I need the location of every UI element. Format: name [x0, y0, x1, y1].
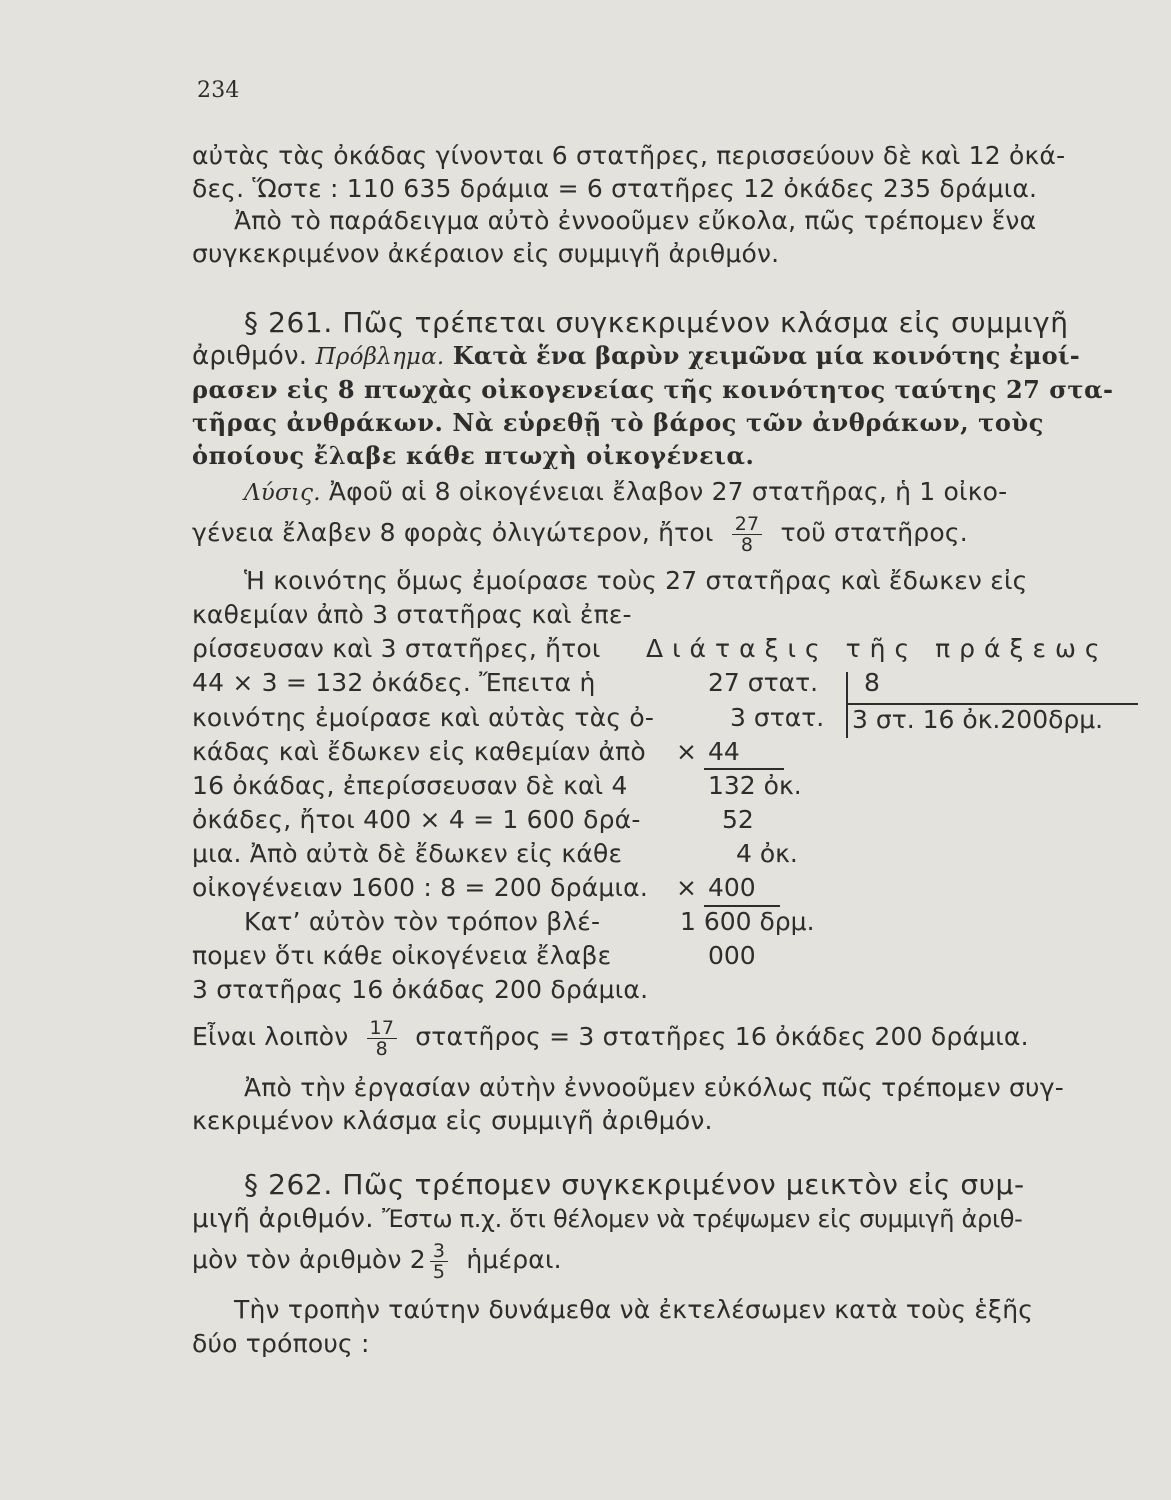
intro-line: συγκεκριμένον ἀκέραιον εἰς συμμιγῆ ἀριθμόν.: [192, 239, 780, 268]
section-262-text: Ἔστω π.χ. ὅτι θέλομεν νὰ τρέψωμεν εἰς συμμιγῆ ἀριθ-: [382, 1205, 1023, 1233]
solution-text: τοῦ στατῆρος.: [780, 518, 968, 547]
calc-remainder: 3 στατ.: [730, 703, 825, 732]
body-line: ὀκάδες, ἤτοι 400 × 4 = 1 600 δρά-: [192, 805, 641, 834]
conclusion-text: στατῆρος = 3 στατῆρες 16 ὀκάδες 200 δράμια.: [415, 1022, 1029, 1051]
intro-line: αὐτὰς τὰς ὀκάδας γίνονται 6 στατῆρες, περισσεύουν δὲ καὶ 12 ὀκά-: [192, 141, 1066, 170]
problem-text: ρασεν εἰς 8 πτωχὰς οἰκογενείας τῆς κοινότητος ταύτης 27 στα-: [192, 375, 1114, 404]
fraction-17-8: [367, 1018, 398, 1059]
section-261-heading: § 261. Πῶς τρέπεται συγκεκριμένον κλάσμα εἰς συμμιγῆ: [244, 306, 1069, 339]
calc-subtotal: 52: [722, 805, 754, 834]
body-line: κοινότης ἐμοίρασε καὶ αὐτὰς τὰς ὀ-: [192, 703, 655, 732]
solution-text: Ἀφοῦ αἱ 8 οἰκογένειαι ἔλαβον 27 στατῆρας, ἡ 1 οἰκο-: [328, 477, 1008, 506]
problem-label: Πρόβλημα.: [315, 344, 445, 370]
solution-label: Λύσις.: [244, 480, 321, 506]
body-line: μια. Ἀπὸ αὐτὰ δὲ ἔδωκεν εἰς κάθε: [192, 839, 623, 868]
calc-remainder: 4 ὀκ.: [736, 839, 798, 868]
fraction-denominator: 8: [375, 1037, 388, 1060]
calc-title: Διάταξις τῆς πράξεως: [646, 634, 1109, 663]
section-262-heading-cont: [192, 1204, 1023, 1234]
section-262-text: μὸν τὸν ἀριθμὸν 2: [192, 1245, 426, 1274]
fraction-denominator: 8: [740, 533, 754, 556]
heading-word: ἀριθμόν.: [192, 341, 308, 371]
calc-remainder: 000: [708, 941, 756, 970]
heading-word: μιγῆ ἀριθμόν.: [192, 1204, 374, 1234]
closing-line: Ἀπὸ τὴν ἐργασίαν αὐτὴν ἐννοοῦμεν εὐκόλως πῶς τρέπομεν συγ-: [244, 1073, 1064, 1102]
body-line: κάδας καὶ ἔδωκεν εἰς καθεμίαν ἀπὸ: [192, 737, 646, 766]
solution-line: [244, 477, 1007, 508]
body-line: Κατ’ αὐτὸν τὸν τρόπον βλέ-: [244, 907, 601, 936]
section-262-heading: § 262. Πῶς τρέπομεν συγκεκριμένον μεικτὸν εἰς συμ-: [244, 1168, 1025, 1201]
body-line: Ἡ κοινότης ὅμως ἐμοίρασε τοὺς 27 στατῆρας καὶ ἔδωκεν εἰς: [244, 566, 1028, 595]
body-line: ρίσσευσαν καὶ 3 στατῆρες, ἤτοι: [192, 634, 601, 663]
closing-line: κεκριμένον κλάσμα εἰς συμμιγῆ ἀριθμόν.: [192, 1106, 713, 1135]
problem-text: ὁποίους ἔλαβε κάθε πτωχὴ οἰκογένεια.: [192, 441, 755, 470]
body-line: καθεμίαν ἀπὸ 3 στατῆρας καὶ ἐπε-: [192, 600, 632, 629]
intro-line: Ἀπὸ τὸ παράδειγμα αὐτὸ ἐννοοῦμεν εὔκολα, πῶς τρέπομεν ἕνα: [234, 206, 1037, 235]
intro-line: δες. Ὥστε : 110 635 δράμια = 6 στατῆρες 12 ὀκάδες 235 δράμια.: [192, 174, 1038, 203]
fraction-3-5: [430, 1241, 448, 1282]
page-number: 234: [197, 78, 240, 103]
calc-rule: [704, 768, 784, 770]
calc-multiply-sign: ×: [676, 873, 697, 902]
fraction-numerator: 3: [430, 1241, 448, 1262]
conclusion-line: [192, 1014, 1029, 1060]
conclusion-text: Εἶναι λοιπὸν: [192, 1022, 349, 1051]
body-line: πομεν ὅτι κάθε οἰκογένεια ἔλαβε: [192, 941, 612, 970]
division-vertical-line: [846, 672, 848, 738]
calc-multiply-sign: ×: [676, 737, 697, 766]
body-line: 44 × 3 = 132 ὀκάδες. Ἔπειτα ἡ: [192, 668, 596, 697]
problem-text: Κατὰ ἕνα βαρὺν χειμῶνα μία κοινότης ἐμοί-: [452, 341, 1080, 370]
calc-dividend: 27 στατ.: [708, 668, 819, 697]
solution-line: [192, 510, 968, 556]
fraction-numerator: 27: [732, 514, 763, 535]
calc-multiplier: 400: [708, 873, 756, 902]
body-line: 16 ὀκάδας, ἐπερίσσευσαν δὲ καὶ 4: [192, 771, 628, 800]
section-261-heading-cont: [192, 341, 1080, 372]
section-262-line: [192, 1237, 562, 1283]
problem-text: τῆρας ἀνθράκων. Νὰ εὑρεθῇ τὸ βάρος τῶν ἀνθράκων, τοὺς: [192, 408, 1044, 437]
solution-text: γένεια ἔλαβεν 8 φορὰς ὀλιγώτερον, ἤτοι: [192, 518, 714, 547]
calc-multiplier: 44: [708, 737, 740, 766]
body-line: οἰκογένειαν 1600 : 8 = 200 δράμια.: [192, 873, 649, 902]
fraction-27-8: [732, 514, 763, 555]
body-line: 3 στατῆρας 16 ὀκάδας 200 δράμια.: [192, 975, 649, 1004]
section-262-text: ἡμέραι.: [466, 1245, 562, 1274]
section-262-paragraph: δύο τρόπους :: [192, 1329, 370, 1358]
section-262-paragraph: Τὴν τροπὴν ταύτην δυνάμεθα νὰ ἐκτελέσωμεν κατὰ τοὺς ἑξῆς: [234, 1295, 1034, 1324]
fraction-numerator: 17: [367, 1018, 398, 1039]
calc-divisor: 8: [864, 668, 880, 697]
calc-product: 1 600 δρμ.: [680, 907, 815, 936]
calc-product: 132 ὀκ.: [708, 771, 802, 800]
calc-quotient: 3 στ. 16 ὀκ.200δρμ.: [852, 705, 1104, 734]
fraction-denominator: 5: [432, 1260, 446, 1283]
